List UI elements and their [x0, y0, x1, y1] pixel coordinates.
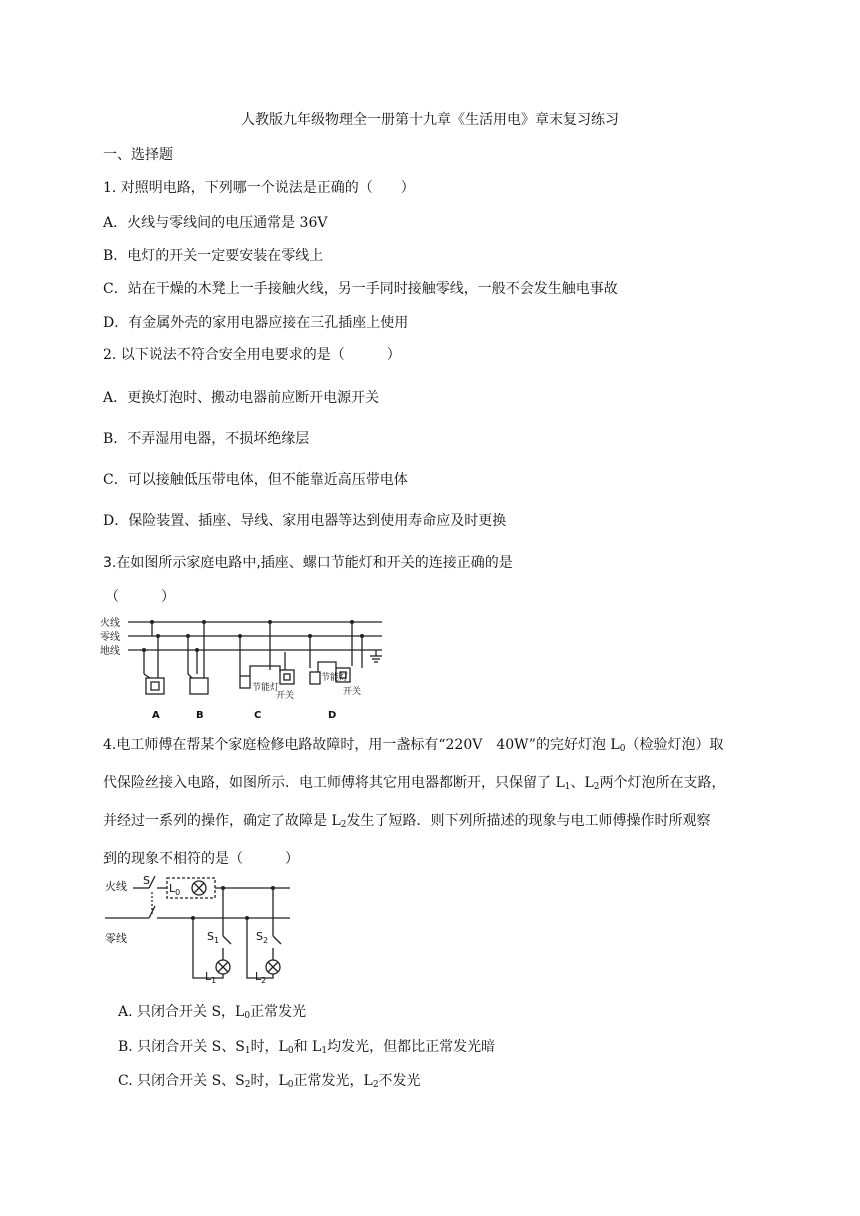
- q1-option-a: A．火线与零线间的电压通常是 36V: [103, 215, 328, 231]
- q1-option-d: D．有金属外壳的家用电器应接在三孔插座上使用: [103, 315, 409, 331]
- q4-neutral-label: 零线: [105, 932, 127, 945]
- q4-circuit-figure: [105, 868, 295, 983]
- q3-stem: 3.在如图所示家庭电路中,插座、螺口节能灯和开关的连接正确的是: [103, 555, 513, 571]
- q4-option-c: C. 只闭合开关 S、$S_2$时，$L_0$正常发光，$L_2$不发光: [118, 1073, 421, 1090]
- q4-s1-label: $S_1$: [207, 930, 220, 945]
- q2-option-a: A．更换灯泡时、搬动电器前应断开电源开关: [103, 390, 380, 406]
- q4-live-label: 火线: [105, 880, 127, 893]
- q3-option-label-d: D: [328, 710, 337, 721]
- q3-option-label-a: A: [152, 710, 160, 721]
- q4-stem-line-2: 代保险丝接入电路，如图所示．电工师傅将其它用电器都断开，只保留了 $L_1$、$L_2$两个灯泡所在支路，: [103, 775, 726, 792]
- q3-switch-label-c: 开关: [276, 691, 295, 701]
- q4-l2-label: $L_2$: [255, 970, 267, 983]
- q4-stem-line-3: 并经过一系列的操作，确定了故障是 $L_2$发生了短路．则下列所描述的现象与电工师傅操作时所观察: [103, 813, 711, 830]
- q4-switch-s-label: S: [143, 874, 150, 887]
- q3-lamp-label-c: 节能灯: [252, 683, 280, 693]
- q4-l0-label: $L_0$: [169, 882, 181, 897]
- q3-switch-label-d: 开关: [343, 687, 362, 697]
- q4-stem-line-4: 到的现象不相符的是（ ）: [103, 851, 299, 867]
- q4-option-b: B. 只闭合开关 S、$S_1$时，$L_0$和 $L_1$均发光，但都比正常发光暗: [118, 1039, 496, 1056]
- q3-circuit-figure: [100, 612, 390, 724]
- q3-option-label-c: C: [254, 710, 262, 721]
- q2-option-d: D．保险装置、插座、导线、家用电器等达到使用寿命应及时更换: [103, 513, 507, 529]
- q4-l1-label: $L_1$: [205, 970, 217, 983]
- q3-option-label-b: B: [196, 710, 204, 721]
- q3-wire-neutral-label: 零线: [100, 632, 120, 643]
- q2-option-c: C．可以接触低压带电体，但不能靠近高压带电体: [103, 472, 408, 488]
- section-heading: 一、选择题: [103, 147, 173, 163]
- q3-answer-paren: （ ）: [105, 589, 175, 605]
- document-title: 人教版九年级物理全一册第十九章《生活用电》章末复习练习: [241, 112, 619, 128]
- q2-option-b: B．不弄湿用电器，不损坏绝缘层: [103, 431, 310, 447]
- q4-stem-line-1: 4.电工师傅在帮某个家庭检修电路故障时，用一盏标有“220V 40W”的完好灯泡 $L_0$（检验灯泡）取: [103, 737, 724, 754]
- q3-wire-live-label: 火线: [100, 618, 120, 629]
- q2-stem: 2. 以下说法不符合安全用电要求的是（ ）: [103, 347, 401, 363]
- q1-option-b: B．电灯的开关一定要安装在零线上: [103, 248, 324, 264]
- q3-lamp-label-d: 节能灯: [321, 673, 349, 683]
- q3-wire-ground-label: 地线: [100, 646, 120, 657]
- q4-s2-label: $S_2$: [256, 930, 269, 945]
- q1-stem: 1. 对照明电路，下列哪一个说法是正确的（ ）: [103, 180, 415, 196]
- q4-stem: [103, 728, 763, 876]
- q4-option-a: A. 只闭合开关 S，$L_0$正常发光: [118, 1004, 307, 1021]
- q1-option-c: C．站在干燥的木凳上一手接触火线，另一手同时接触零线，一般不会发生触电事故: [103, 281, 618, 297]
